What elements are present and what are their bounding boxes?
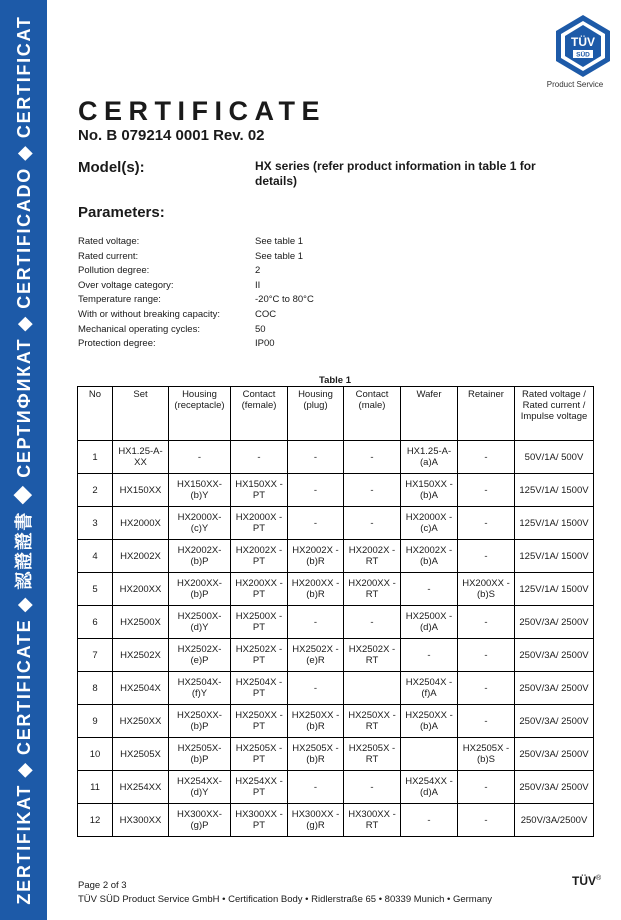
table-row [78,639,594,672]
table-cell: - [458,705,515,738]
table-cell: HX254XX -(d)A [401,771,458,804]
table-cell: 250V/3A/ 2500V [515,738,594,771]
models-value: HX series (refer product information in table 1 for details) [255,159,536,188]
table-cell: HX2504X -PT [231,672,288,705]
table-cell: 50V/1A/ 500V [515,441,594,474]
table-row [78,507,594,540]
param-value: See table 1 [255,250,304,262]
param-label: With or without breaking capacity: [78,308,221,320]
column-header: Housing (plug) [288,387,344,441]
table-cell: HX2504X -(f)A [401,672,458,705]
param-value: See table 1 [255,236,304,247]
param-value: -20°C to 80°C [255,294,314,306]
logo-caption: Product Service [546,80,604,89]
table-row [78,540,594,573]
footer-address: TÜV SÜD Product Service GmbH • Certification Body • Ridlerstraße 65 • 80339 Munich • Germany [78,894,493,905]
table-cell: 1 [78,441,113,474]
param-label: Temperature range: [78,294,161,306]
table-cell: HX2002X -RT [344,540,401,573]
table-cell: HX2000X-(c)Y [169,507,231,540]
table-row [78,672,594,705]
table-cell: 8 [78,672,113,705]
table-cell: HX2505X [113,738,169,771]
table-cell: HX2505X-(b)P [169,738,231,771]
table-cell: HX300XX-(g)P [169,804,231,837]
table-cell: HX250XX -(b)A [401,705,458,738]
table-cell: HX250XX [113,705,169,738]
page-number: Page 2 of 3 [78,880,127,891]
table-cell: HX2000X [113,507,169,540]
registered-mark: ® [596,875,602,882]
table-cell: HX2505X -RT [344,738,401,771]
table-cell: 250V/3A/ 2500V [515,606,594,639]
table-row [78,804,594,837]
table-cell: HX2505X -(b)R [288,738,344,771]
table-cell: HX200XX [113,573,169,606]
column-header: No [78,387,113,441]
column-header: Rated voltage / Rated current / Impulse voltage [515,387,594,441]
table-cell: HX254XX -PT [231,771,288,804]
table-cell: HX2502X -RT [344,639,401,672]
table-row [78,606,594,639]
table-cell: 250V/3A/ 2500V [515,639,594,672]
table-cell: - [288,771,344,804]
column-header: Housing (receptacle) [169,387,231,441]
certificate-number: No. B 079214 0001 Rev. 02 [78,127,265,144]
table-cell: HX300XX -RT [344,804,401,837]
table-cell: HX2502X-(e)P [169,639,231,672]
table-cell [344,672,401,705]
table-cell [401,738,458,771]
table-cell: HX2500X -PT [231,606,288,639]
table-cell: HX2505X -(b)S [458,738,515,771]
table-cell: - [288,606,344,639]
table-cell: HX2505X -PT [231,738,288,771]
table-cell: HX254XX-(d)Y [169,771,231,804]
table-cell: 125V/1A/ 1500V [515,540,594,573]
table-cell: - [344,474,401,507]
table-cell: HX150XX [113,474,169,507]
table-cell: 250V/3A/ 2500V [515,771,594,804]
table-cell: - [344,441,401,474]
column-header: Contact (female) [231,387,288,441]
footer-logo-text: TÜV [572,874,596,888]
param-value: II [255,279,261,291]
table-cell: 4 [78,540,113,573]
logo-text-bottom: SÜD [576,51,590,59]
table-cell: HX2502X [113,639,169,672]
table-row [78,771,594,804]
table-cell: HX1.25-A-XX [113,441,169,474]
param-value: 50 [255,323,266,335]
table-cell: 9 [78,705,113,738]
table-cell: HX2500X [113,606,169,639]
table-cell: HX2502X -(e)R [288,639,344,672]
table-cell: HX2504X-(f)Y [169,672,231,705]
table-cell: - [401,639,458,672]
table-cell: HX200XX -PT [231,573,288,606]
table-cell: HX300XX -PT [231,804,288,837]
param-value: IP00 [255,338,275,350]
table-cell: - [458,804,515,837]
table-cell: - [458,474,515,507]
table-cell: - [288,507,344,540]
table-cell: - [458,771,515,804]
table-cell: - [288,474,344,507]
table-cell: HX2500X-(d)Y [169,606,231,639]
column-header: Set [113,387,169,441]
table-cell: HX2502X -PT [231,639,288,672]
param-label: Mechanical operating cycles: [78,323,200,335]
table-cell: HX250XX -(b)R [288,705,344,738]
table-caption: Table 1 [318,375,352,386]
certificate-title: CERTIFICATE [78,96,326,126]
table-cell: HX2000X -PT [231,507,288,540]
table-body [78,441,594,837]
table-cell: - [401,573,458,606]
param-label: Over voltage category: [78,279,174,291]
table-cell: HX200XX -RT [344,573,401,606]
footer-tuv-logo [572,874,601,888]
table-cell: HX2002X -PT [231,540,288,573]
table-cell: - [401,804,458,837]
table-cell: HX150XX -PT [231,474,288,507]
table-cell: HX300XX -(g)R [288,804,344,837]
table-cell: 125V/1A/ 1500V [515,573,594,606]
param-value: COC [255,308,277,320]
column-header: Wafer [401,387,458,441]
table-row [78,573,594,606]
table-cell: HX2002X -(b)R [288,540,344,573]
parameters-heading: Parameters: [78,204,165,221]
models-label: Model(s): [78,159,145,176]
table-cell: - [288,441,344,474]
table-cell: - [231,441,288,474]
param-label: Rated current: [78,250,139,262]
table-cell: - [458,672,515,705]
table-cell: HX2002X [113,540,169,573]
table-cell: 5 [78,573,113,606]
table-cell: HX200XX-(b)P [169,573,231,606]
table-row [78,474,594,507]
table-cell: 250V/3A/ 2500V [515,705,594,738]
table-cell: 7 [78,639,113,672]
table-cell: - [458,540,515,573]
table-cell: - [169,441,231,474]
table-cell: HX2002X -(b)A [401,540,458,573]
table-cell: - [458,507,515,540]
table-cell: HX1.25-A-(a)A [401,441,458,474]
table-cell: 12 [78,804,113,837]
table-cell: 250V/3A/2500V [515,804,594,837]
table-row [78,738,594,771]
table-cell: HX250XX -RT [344,705,401,738]
column-header: Contact (male) [344,387,401,441]
table-cell: HX2000X -(c)A [401,507,458,540]
param-label: Pollution degree: [78,265,150,277]
table-cell: 125V/1A/ 1500V [515,474,594,507]
table-cell: HX300XX [113,804,169,837]
table-cell: HX250XX-(b)P [169,705,231,738]
table-cell: 6 [78,606,113,639]
tuv-sud-logo-icon [551,14,615,78]
column-header: Retainer [458,387,515,441]
table-cell: 10 [78,738,113,771]
table-cell: 11 [78,771,113,804]
table-cell: - [458,606,515,639]
table-cell: 3 [78,507,113,540]
table-cell: - [344,771,401,804]
table-cell: HX254XX [113,771,169,804]
certificate-sidebar-band [0,0,47,920]
table-cell: HX250XX -PT [231,705,288,738]
table-cell: - [458,639,515,672]
table-cell: - [344,507,401,540]
table-cell: HX150XX-(b)Y [169,474,231,507]
table-header-row [78,387,594,441]
table-cell: HX2002X-(b)P [169,540,231,573]
table-cell: HX200XX -(b)R [288,573,344,606]
table-row [78,441,594,474]
table-row [78,705,594,738]
table-cell: - [288,672,344,705]
param-label: Protection degree: [78,338,156,350]
table-cell: 125V/1A/ 1500V [515,507,594,540]
table-cell: HX150XX -(b)A [401,474,458,507]
table-cell: HX200XX -(b)S [458,573,515,606]
sidebar-multilingual-text: ZERTIFIKAT ◆ CERTIFICATE ◆ 認證證書 ◆ СЕРТИФИКАТ ◆ CERTIFICADO ◆ CERTIFICAT [14,15,34,905]
product-table [77,386,594,837]
table-cell: 2 [78,474,113,507]
logo-text-top: TÜV [571,35,595,49]
table-cell: - [458,441,515,474]
param-value: 2 [255,265,261,277]
table-cell: HX2504X [113,672,169,705]
table-cell: 250V/3A/ 2500V [515,672,594,705]
table-cell: HX2500X -(d)A [401,606,458,639]
table-cell: - [344,606,401,639]
param-label: Rated voltage: [78,236,140,247]
